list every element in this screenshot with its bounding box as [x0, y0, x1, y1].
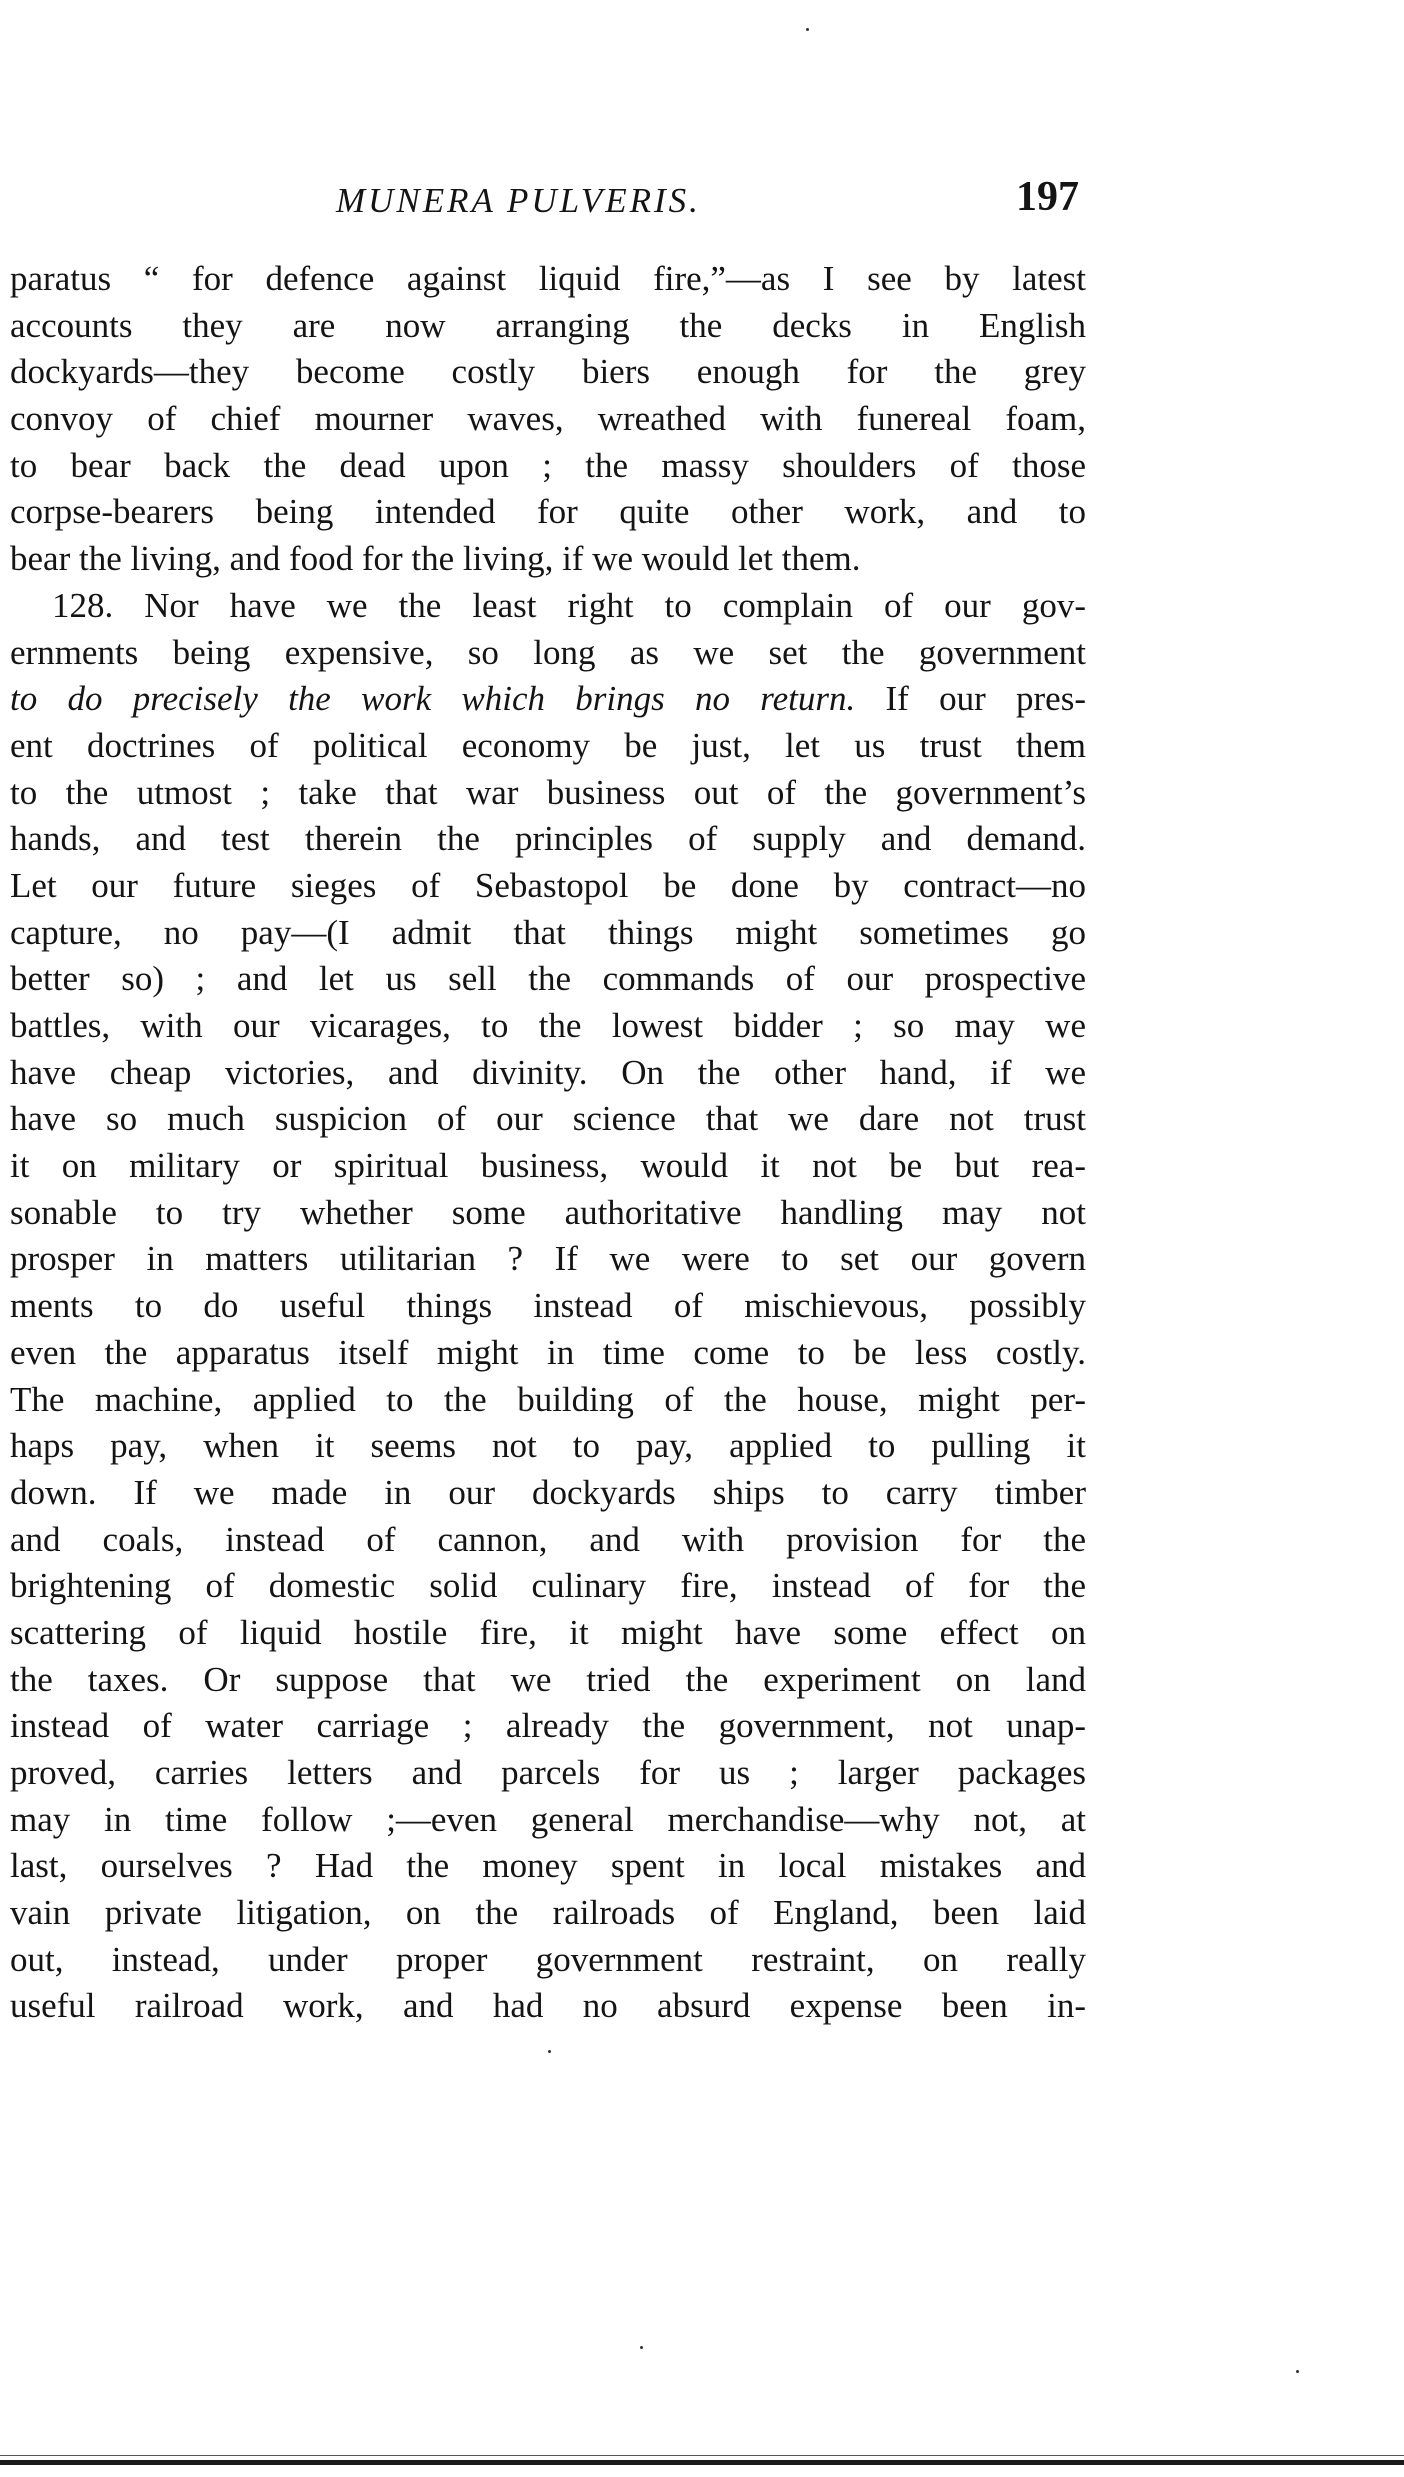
scan-edge-line	[0, 2455, 1404, 2456]
text-line: down. If we made in our dockyards ships to carry timber	[10, 1472, 1086, 1512]
text-line: Let our future sieges of Sebastopol be done by contract—no	[10, 865, 1086, 905]
text-line-mixed	[10, 676, 1086, 723]
text-line: hands, and test therein the principles of supply and demand.	[10, 819, 1086, 859]
text-line: ments to do useful things instead of mischievous, possibly	[10, 1286, 1086, 1326]
text-run: If our pres-	[855, 679, 1086, 719]
text-line: instead of water carriage ; already the government, not unap-	[10, 1706, 1086, 1746]
scan-speck	[806, 28, 809, 31]
page-number: 197	[1016, 174, 1079, 220]
scan-edge-border	[0, 2460, 1404, 2465]
text-line: better so) ; and let us sell the commands of our prospective	[10, 959, 1086, 999]
text-line: ernments being expensive, so long as we set the government	[10, 632, 1086, 672]
text-line: useful railroad work, and had no absurd expense been in-	[10, 1986, 1086, 2026]
italic-phrase: to do precisely the work which brings no return.	[10, 679, 856, 719]
text-line: sonable to try whether some authoritative handling may not	[10, 1192, 1086, 1232]
text-line: haps pay, when it seems not to pay, applied to pulling it	[10, 1426, 1086, 1466]
text-line: paratus “ for defence against liquid fire,”—as I see by latest	[10, 259, 1086, 298]
text-line: scattering of liquid hostile fire, it might have some effect on	[10, 1612, 1086, 1652]
running-title: MUNERA PULVERIS.	[336, 181, 701, 220]
text-line: accounts they are now arranging the decks in English	[10, 305, 1086, 345]
paragraph-start-line: 128. Nor have we the least right to complain of our gov-	[52, 585, 1086, 625]
text-line: last, ourselves ? Had the money spent in local mistakes and	[10, 1846, 1086, 1886]
text-line: capture, no pay—(I admit that things might sometimes go	[10, 912, 1086, 952]
text-line: the taxes. Or suppose that we tried the experiment on land	[10, 1659, 1086, 1699]
text-line: convoy of chief mourner waves, wreathed with funereal foam,	[10, 399, 1086, 439]
paragraph-end-line: bear the living, and food for the living, if we would let them.	[10, 539, 861, 579]
text-line: may in time follow ;—even general merchandise—why not, at	[10, 1799, 1086, 1839]
text-line: battles, with our vicarages, to the lowest bidder ; so may we	[10, 1006, 1086, 1045]
text-line: to the utmost ; take that war business out of the government’s	[10, 772, 1086, 812]
text-line: even the apparatus itself might in time come to be less costly.	[10, 1332, 1086, 1372]
text-line: it on military or spiritual business, would it not be but rea-	[10, 1146, 1086, 1186]
running-head	[0, 176, 1404, 226]
text-line: The machine, applied to the building of the house, might per-	[10, 1379, 1086, 1419]
text-line: ent doctrines of political economy be just, let us trust them	[10, 725, 1086, 765]
text-line: brightening of domestic solid culinary fire, instead of for the	[10, 1566, 1086, 1606]
text-line: corpse-bearers being intended for quite other work, and to	[10, 492, 1086, 532]
scan-speck	[1296, 2370, 1299, 2373]
scan-speck	[640, 2346, 643, 2349]
text-line: have so much suspicion of our science that we dare not trust	[10, 1099, 1086, 1139]
text-line: prosper in matters utilitarian ? If we were to set our govern	[10, 1239, 1086, 1279]
text-line: out, instead, under proper government restraint, on really	[10, 1939, 1086, 1979]
text-line: have cheap victories, and divinity. On the other hand, if we	[10, 1052, 1086, 1092]
text-line: proved, carries letters and parcels for us ; larger packages	[10, 1753, 1086, 1792]
text-line: vain private litigation, on the railroads of England, been laid	[10, 1893, 1086, 1933]
text-line: and coals, instead of cannon, and with provision for the	[10, 1519, 1086, 1559]
body-text	[10, 256, 1086, 2030]
text-line: dockyards—they become costly biers enough for the grey	[10, 352, 1086, 392]
scan-speck	[548, 2050, 551, 2053]
text-line: to bear back the dead upon ; the massy shoulders of those	[10, 445, 1086, 485]
